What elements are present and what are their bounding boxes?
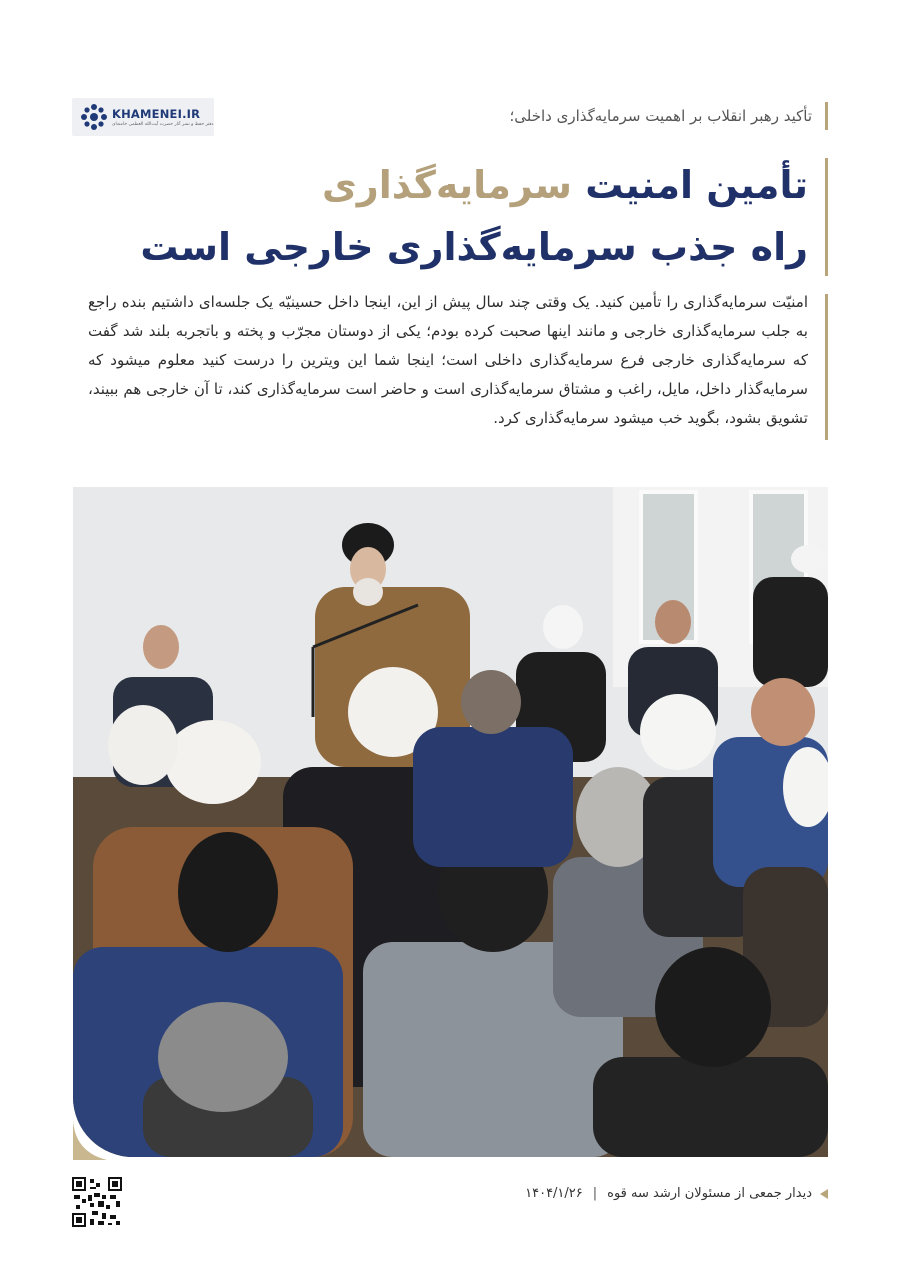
body-accent-bar xyxy=(825,294,828,440)
title-line1-part1: تأمین امنیت xyxy=(585,163,808,207)
meeting-photo xyxy=(73,487,828,1157)
title-line2: راه جذب سرمایه‌گذاری خارجی است xyxy=(140,225,808,269)
logo-emblem-icon xyxy=(80,103,108,131)
footer-caption xyxy=(525,1186,828,1201)
page-title xyxy=(88,154,808,278)
logo-title: KHAMENEI.IR xyxy=(112,107,201,121)
title-accent-bar xyxy=(825,158,828,276)
kicker-accent-bar xyxy=(825,102,828,130)
title-line1-accent: سرمایه‌گذاری xyxy=(322,163,572,207)
qr-code[interactable] xyxy=(72,1177,122,1227)
khamenei-logo[interactable] xyxy=(72,98,214,136)
footer-triangle-icon xyxy=(820,1189,828,1199)
logo-subtitle: دفتر حفظ و نشر آثار حضرت آیت‌الله العظمی خامنه‌ای xyxy=(112,122,214,127)
footer-event: دیدار جمعی از مسئولان ارشد سه قوه xyxy=(607,1186,812,1201)
quote-body: امنیّت سرمایه‌گذاری را تأمین کنید. یک وقتی چند سال پیش از این، اینجا داخل حسینیّه یک جلسه‌ای داشتیم بنده راجع به جلب سرمایه‌گذاری خارجی و مانند اینها صحبت کرده بودم؛ یکی از دوستان مجرّب و پخته و باتجربه بلند شد گفت که سرمایه‌گذاری خارجی فرع سرمایه‌گذاری داخلی است؛ اینجا شما این ویترین را درست کنید معلوم میشود که سرمایه‌گذار داخل، مایل، راغب و مشتاق سرمایه‌گذاری است و حاضر است سرمایه‌گذاری کند، تا آن خارجی هم ببیند، تشویق بشود، بگوید خب میشود سرمایه‌گذاری کرد. xyxy=(88,293,808,427)
footer-separator: | xyxy=(592,1186,598,1201)
footer-date: ۱۴۰۴/۱/۲۶ xyxy=(525,1186,583,1201)
kicker-text: تأکید رهبر انقلاب بر اهمیت سرمایه‌گذاری داخلی؛ xyxy=(509,107,812,125)
photo-corner-accent xyxy=(73,1090,113,1160)
